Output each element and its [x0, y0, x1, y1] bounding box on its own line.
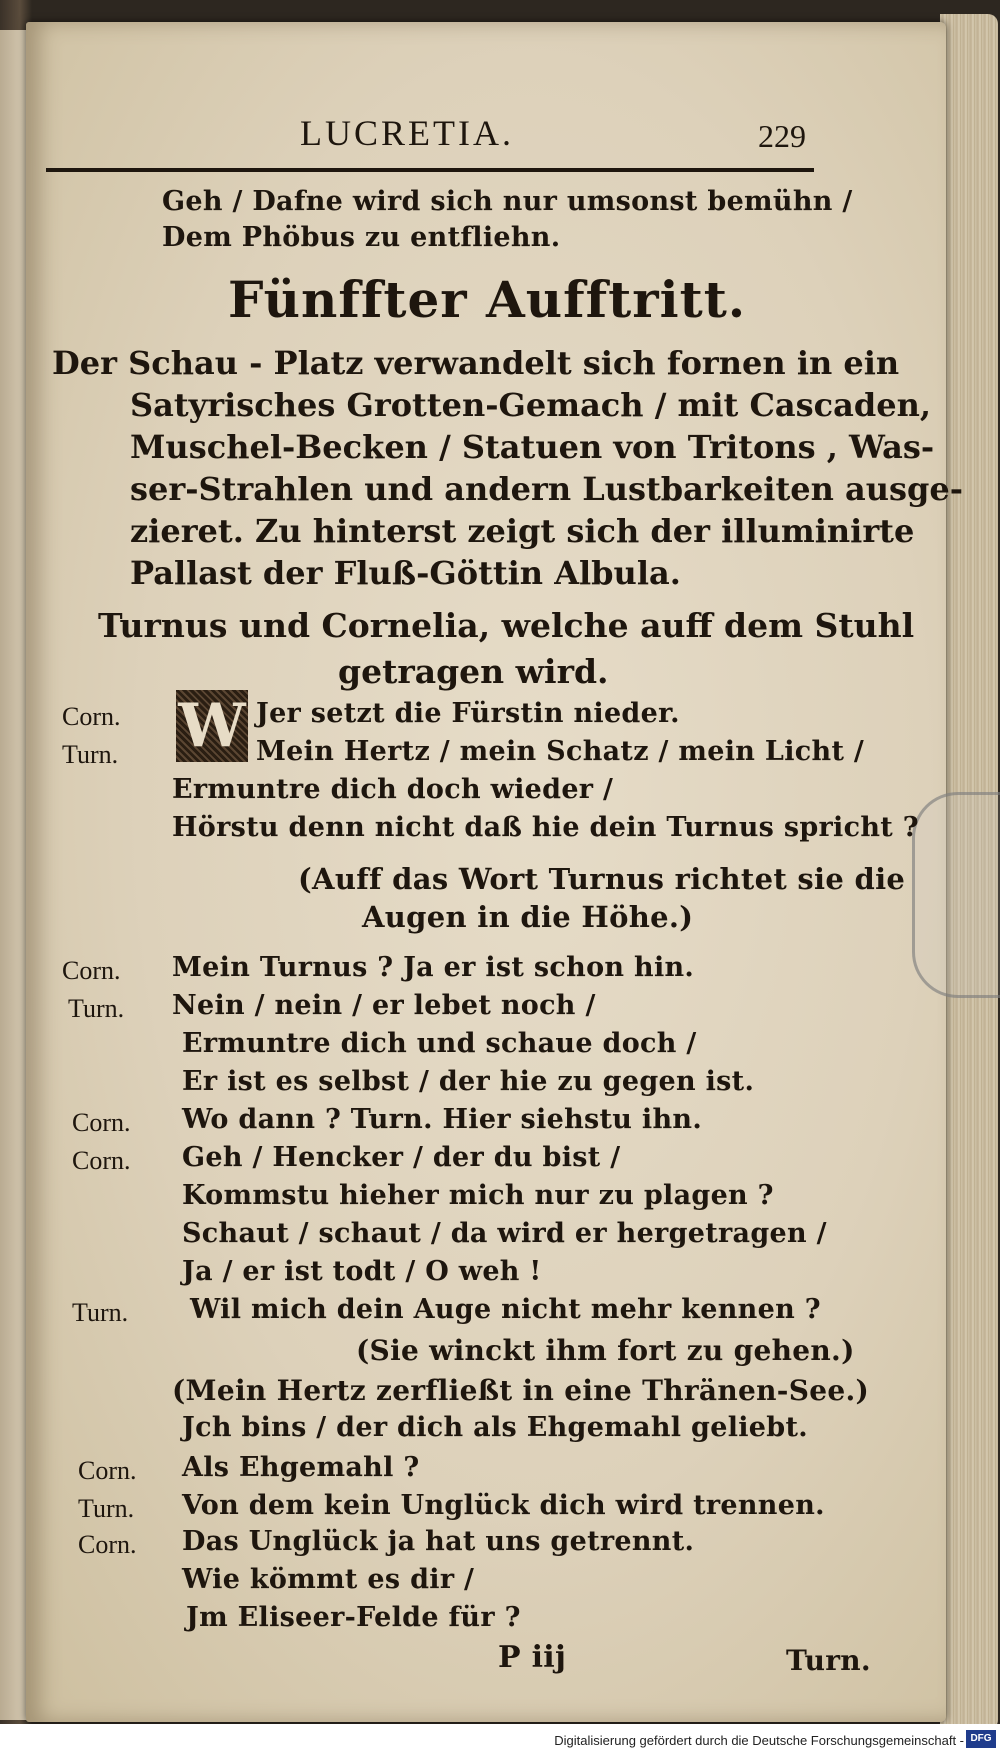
- dialogue-line: Hörstu denn nicht daß hie dein Turnus spricht ?: [172, 812, 919, 843]
- stage-direction-line: Satyrisches Grotten-Gemach / mit Cascaden,: [130, 386, 932, 424]
- page-number: 229: [758, 118, 806, 154]
- dialogue-line: Als Ehgemahl ?: [182, 1452, 420, 1483]
- signature-mark: P iij: [498, 1640, 567, 1675]
- verse-line: Geh / Dafne wird sich nur umsonst bemühn /: [162, 186, 853, 217]
- dialogue-line: Nein / nein / er lebet noch /: [172, 990, 596, 1021]
- speaker-label: Corn.: [62, 956, 121, 985]
- verse-line: Dem Phöbus zu entfliehn.: [162, 222, 561, 253]
- dialogue-line: Von dem kein Unglück dich wird trennen.: [182, 1490, 825, 1521]
- scene-heading: Fünffter Aufftritt.: [228, 270, 747, 329]
- stage-direction-line: ser-Strahlen und andern Lustbarkeiten ausge-: [130, 470, 964, 508]
- cast-line: getragen wird.: [338, 652, 609, 691]
- dialogue-line: Er ist es selbst / der hie zu gegen ist.: [182, 1066, 755, 1097]
- dialogue-line: Ja / er ist todt / O weh !: [182, 1256, 542, 1287]
- header-rule: [46, 168, 814, 172]
- stage-direction-line: Muschel-Becken / Statuen von Tritons , Was-: [130, 428, 935, 466]
- speaker-label: Corn.: [72, 1146, 131, 1175]
- dfg-logo: DFG: [966, 1730, 996, 1748]
- dialogue-line: Ermuntre dich und schaue doch /: [182, 1028, 697, 1059]
- speaker-label: Corn.: [78, 1456, 137, 1485]
- stage-direction-line: Pallast der Fluß-Göttin Albula.: [130, 554, 681, 592]
- drop-cap-initial: W: [176, 690, 248, 762]
- speaker-label: Corn.: [72, 1108, 131, 1137]
- dialogue-line: Wil mich dein Auge nicht mehr kennen ?: [190, 1294, 821, 1325]
- running-head: LUCRETIA.: [300, 113, 514, 153]
- dialogue-line: Das Unglück ja hat uns getrennt.: [182, 1526, 695, 1557]
- speaker-label: Turn.: [78, 1494, 135, 1523]
- stage-direction-line: zieret. Zu hinterst zeigt sich der illuminirte: [130, 512, 915, 550]
- dialogue-line: Schaut / schaut / da wird er hergetragen /: [182, 1218, 827, 1249]
- dialogue-line: Wo dann ? Turn. Hier siehstu ihn.: [182, 1104, 703, 1135]
- dialogue-line: Jer setzt die Fürstin nieder.: [256, 698, 680, 729]
- digitization-footer: [0, 1724, 1000, 1756]
- speaker-label: Turn.: [68, 994, 125, 1023]
- dialogue-line: Mein Hertz / mein Schatz / mein Licht /: [256, 736, 865, 767]
- stage-direction-line: Der Schau - Platz verwandelt sich fornen in ein: [52, 344, 900, 382]
- dialogue-line: Kommstu hieher mich nur zu plagen ?: [182, 1180, 774, 1211]
- dialogue-line: Geh / Hencker / der du bist /: [182, 1142, 621, 1173]
- stage-aside: (Mein Hertz zerfließt in eine Thränen-See.): [172, 1374, 870, 1407]
- dialogue-line: Mein Turnus ? Ja er ist schon hin.: [172, 952, 695, 983]
- dialogue-line: Jm Eliseer-Felde für ?: [186, 1602, 521, 1633]
- dialogue-line: Jch bins / der dich als Ehgemahl geliebt.: [182, 1412, 808, 1443]
- speaker-label: Turn.: [72, 1298, 129, 1327]
- catchword: Turn.: [786, 1644, 871, 1677]
- cast-line: Turnus und Cornelia, welche auff dem Stuhl: [98, 606, 915, 645]
- stage-aside: (Sie winckt ihm fort zu gehen.): [356, 1334, 855, 1367]
- stage-aside: Augen in die Höhe.): [362, 900, 694, 934]
- dialogue-line: Wie kömmt es dir /: [182, 1564, 475, 1595]
- stage-aside: (Auff das Wort Turnus richtet sie die: [298, 862, 906, 896]
- speaker-label: Turn.: [62, 740, 119, 769]
- speaker-label: Corn.: [62, 702, 121, 731]
- speaker-label: Corn.: [78, 1530, 137, 1559]
- footer-credit: Digitalisierung gefördert durch die Deutsche Forschungsgemeinschaft -: [554, 1733, 964, 1748]
- dialogue-line: Ermuntre dich doch wieder /: [172, 774, 614, 805]
